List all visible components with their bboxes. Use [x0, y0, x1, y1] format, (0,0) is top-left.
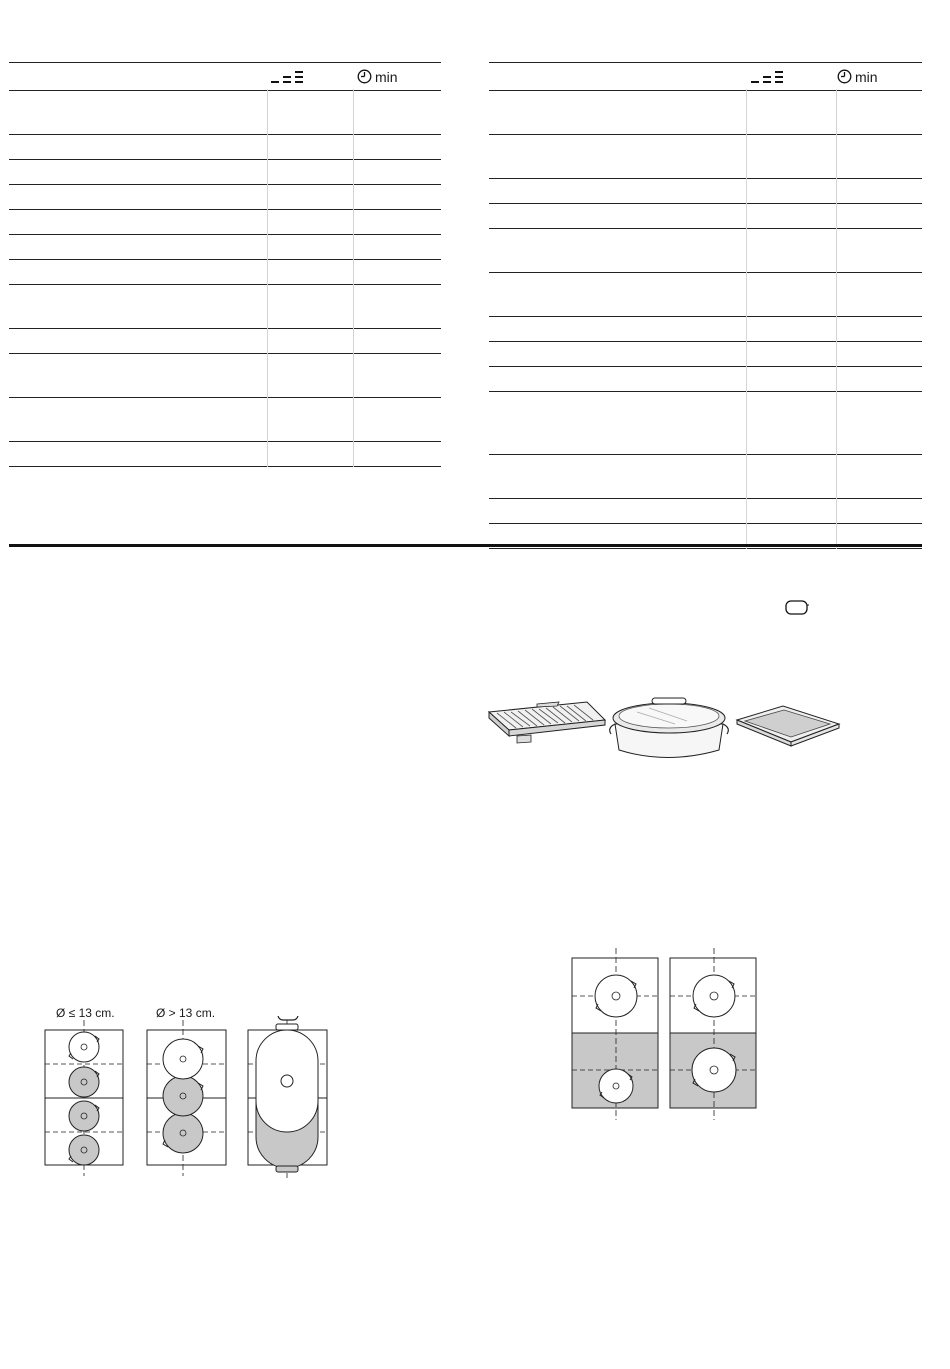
- cooking-table-right: [489, 62, 922, 549]
- power-level-header: [271, 63, 305, 90]
- table-row: [489, 499, 922, 524]
- table-row: [9, 442, 441, 467]
- large-pot-zone-diagram: [147, 1020, 226, 1176]
- right-zone-diagrams: [568, 948, 760, 1123]
- table-row: [9, 354, 441, 398]
- grill-plate-icon: [489, 702, 605, 743]
- table-row: [9, 235, 441, 260]
- column-divider: [836, 89, 837, 549]
- teppan-plate-icon: [737, 706, 839, 746]
- table-row: [9, 285, 441, 329]
- time-header: [357, 63, 398, 90]
- table-row: [9, 210, 441, 235]
- table-row: [9, 329, 441, 354]
- oval-zone-icon: [784, 599, 810, 617]
- table-header: [9, 62, 441, 91]
- table-row: [9, 185, 441, 210]
- two-zone-large-pot-diagram: [670, 948, 756, 1120]
- column-divider: [353, 89, 354, 467]
- table-row: [489, 204, 922, 229]
- table-row: [9, 135, 441, 160]
- oval-zone-icon: [278, 1016, 298, 1020]
- table-body: [9, 91, 441, 467]
- time-unit-label: min: [375, 68, 398, 85]
- table-row: [489, 135, 922, 179]
- small-pot-zone-diagram: [45, 1020, 123, 1176]
- time-header: [837, 63, 878, 90]
- left-zone-diagrams: [40, 1016, 335, 1178]
- power-level-icon: [271, 70, 305, 84]
- table-row: [489, 455, 922, 499]
- column-divider: [267, 89, 268, 467]
- table-row: [9, 398, 441, 442]
- clock-icon: [837, 69, 852, 84]
- table-header: [489, 62, 922, 91]
- table-row: [489, 179, 922, 204]
- table-row: [489, 317, 922, 342]
- cooking-table-left: [9, 62, 441, 467]
- table-row: [9, 160, 441, 185]
- table-row: [489, 342, 922, 367]
- table-row: [9, 260, 441, 285]
- oval-roaster-zone-diagram: [248, 1020, 327, 1178]
- small-diameter-label: Ø ≤ 13 cm.: [56, 1006, 115, 1020]
- column-divider: [746, 89, 747, 549]
- table-row: [489, 273, 922, 317]
- section-divider: [9, 544, 922, 547]
- large-diameter-label: Ø > 13 cm.: [156, 1006, 216, 1020]
- table-row: [489, 367, 922, 392]
- cookware-illustration: [487, 690, 842, 765]
- power-level-header: [751, 63, 785, 90]
- table-body: [489, 91, 922, 549]
- power-level-icon: [751, 70, 785, 84]
- roaster-pot-icon: [610, 698, 729, 758]
- table-row: [489, 229, 922, 273]
- two-zone-pot-diagram: [572, 948, 658, 1120]
- table-row: [9, 91, 441, 135]
- time-unit-label: min: [855, 68, 878, 85]
- clock-icon: [357, 69, 372, 84]
- table-row: [489, 392, 922, 455]
- table-row: [489, 91, 922, 135]
